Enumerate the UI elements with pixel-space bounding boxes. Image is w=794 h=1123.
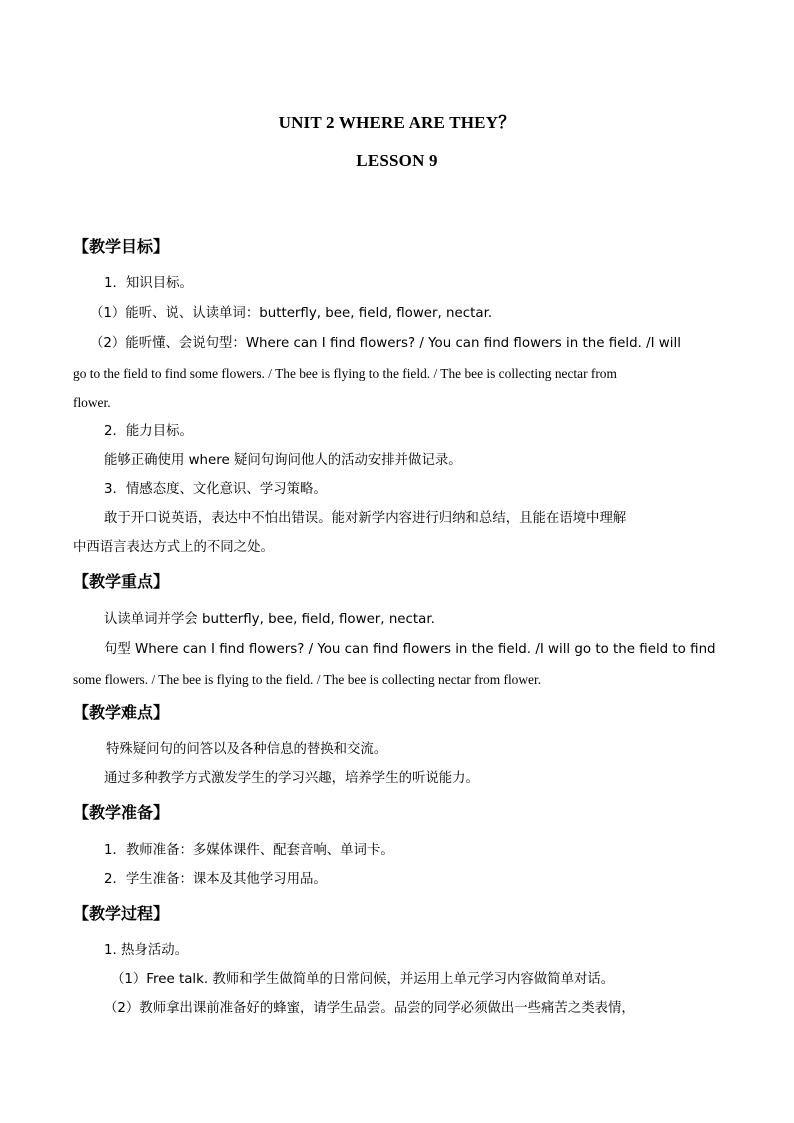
objective-line-7: 能够正确使用 where 疑问句询问他人的活动安排并做记录。 bbox=[104, 453, 462, 468]
difficulties-heading: 【教学难点】 bbox=[73, 703, 170, 722]
key-points-heading: 【教学重点】 bbox=[73, 572, 170, 591]
unit-title: UNIT 2 WHERE ARE THEY？ bbox=[278, 113, 516, 132]
objective-line-8: 3．情感态度、文化意识、学习策略。 bbox=[104, 482, 327, 497]
key-point-line-3: some flowers. / The bee is flying to the field. / The bee is collecting nectar from flower. bbox=[73, 672, 542, 687]
process-line-2: （1）Free talk. 教师和学生做简单的日常问候，并运用上单元学习内容做简单对话。 bbox=[111, 972, 615, 987]
preparation-heading: 【教学准备】 bbox=[73, 803, 170, 822]
preparation-line-1: 1．教师准备：多媒体课件、配套音响、单词卡。 bbox=[104, 843, 394, 858]
objective-line-10: 中西语言表达方式上的不同之处。 bbox=[73, 540, 274, 555]
lesson-title: LESSON 9 bbox=[356, 151, 438, 170]
preparation-line-2: 2．学生准备：课本及其他学习用品。 bbox=[104, 872, 327, 887]
key-point-line-1: 认读单词并学会 butterfly, bee, field, flower, nectar. bbox=[104, 612, 435, 627]
difficulty-line-2: 通过多种教学方式激发学生的学习兴趣，培养学生的听说能力。 bbox=[104, 771, 479, 786]
key-point-line-2: 句型 Where can I find flowers? / You can find flowers in the field. /I will go to the field to find bbox=[104, 642, 716, 657]
difficulty-line-1: 特殊疑问句的问答以及各种信息的替换和交流。 bbox=[106, 742, 388, 757]
objective-line-5: flower. bbox=[73, 395, 111, 410]
process-line-3: （2）教师拿出课前准备好的蜂蜜，请学生品尝。品尝的同学必须做出一些痛苦之类表情， bbox=[104, 1001, 635, 1016]
process-line-1: 1. 热身活动。 bbox=[104, 943, 188, 958]
objectives-heading: 【教学目标】 bbox=[73, 237, 170, 256]
objective-line-2: （1）能听、说、认读单词：butterfly, bee, field, flower, nectar. bbox=[90, 306, 493, 321]
objective-line-1: 1．知识目标。 bbox=[104, 276, 193, 291]
objective-line-4: go to the field to find some flowers. / The bee is flying to the field. / The bee is collecting nectar from bbox=[73, 366, 617, 381]
process-heading: 【教学过程】 bbox=[73, 904, 170, 923]
objective-line-6: 2．能力目标。 bbox=[104, 424, 193, 439]
objective-line-3: （2）能听懂、会说句型：Where can I find flowers? / You can find flowers in the field. /I will bbox=[90, 336, 681, 351]
objective-line-9: 敢于开口说英语，表达中不怕出错误。能对新学内容进行归纳和总结，且能在语境中理解 bbox=[104, 511, 627, 526]
